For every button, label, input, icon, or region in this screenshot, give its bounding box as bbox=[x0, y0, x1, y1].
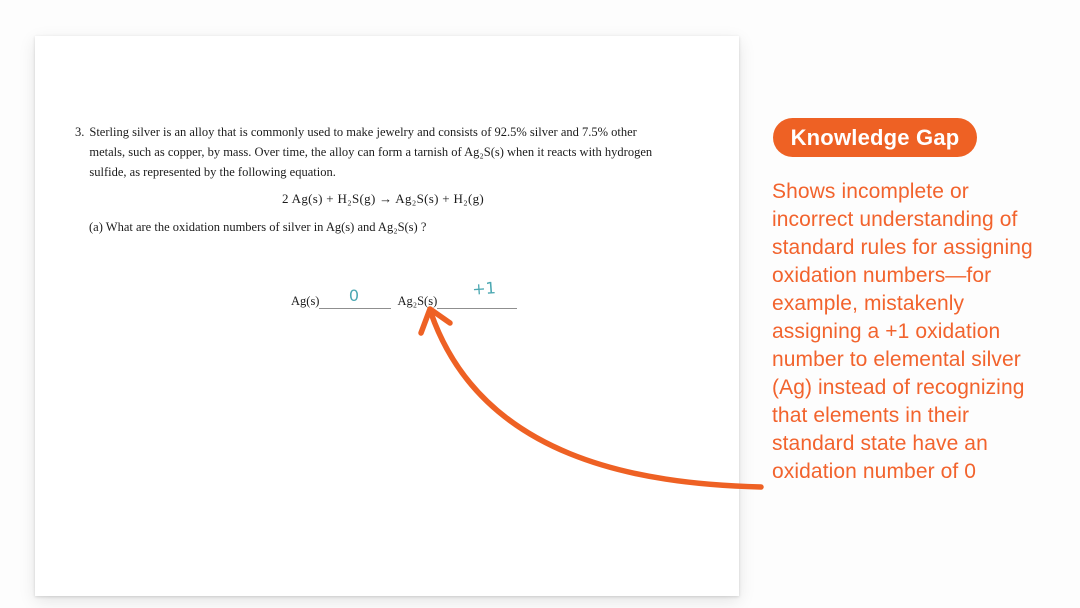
document-page bbox=[35, 36, 739, 596]
problem-text: Sterling silver is an alloy that is commonly used to make jewelry and consists of 92.5% silver and 7.5% other metals, such as copper, by mass. Over time, the alloy can form a tarnish of Ag₂S(s) when it reacts with hydrogen sulfide, as represented by the following equation. bbox=[89, 125, 653, 179]
annotation-description: Shows incomplete or incorrect understanding of standard rules for assigning oxidation numbers—for example, mistakenly assigning a +1 oxidation number to elemental silver (Ag) instead of recognizing that elements in their standard state have an oxidation number of 0 bbox=[772, 180, 1033, 483]
problem-statement bbox=[75, 122, 730, 182]
handwritten-answer-ag2s: +1 bbox=[471, 278, 497, 299]
answer-row bbox=[291, 279, 519, 309]
answer-label-ag2s: Ag₂S(s) bbox=[397, 294, 438, 308]
problem-number: 3. bbox=[75, 125, 85, 139]
annotation-panel bbox=[773, 118, 1075, 486]
question-a: (a) What are the oxidation numbers of silver in Ag(s) and Ag₂S(s) ? bbox=[89, 220, 427, 234]
handwritten-answer-ag: 0 bbox=[348, 286, 360, 305]
answer-blank-ag bbox=[319, 279, 391, 309]
answer-label-ag: Ag(s) bbox=[291, 294, 320, 308]
knowledge-gap-badge: Knowledge Gap bbox=[773, 118, 977, 157]
answer-blank-ag2s bbox=[437, 279, 517, 309]
chemical-equation: 2 Ag(s) + H₂S(g) → Ag₂S(s) + H₂(g) bbox=[282, 191, 485, 206]
